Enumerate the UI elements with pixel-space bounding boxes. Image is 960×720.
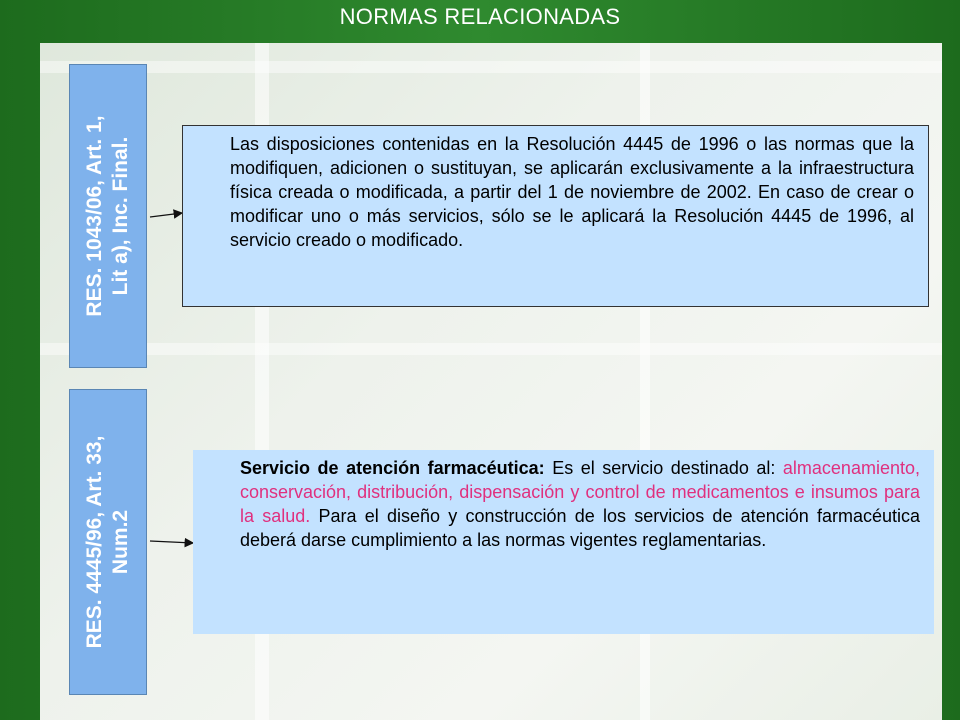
text-box-res-1043 [182,125,929,307]
box2-bold-term: Servicio de atención farmacéutica: [240,458,545,478]
box1-text: Las disposiciones contenidas en la Resolución 4445 de 1996 o las normas que la modifiquen, adicionen o sustituyan, se aplicarán exclusivamente a la infraestructura física creada o modificada, a partir del 1 de noviembre de 2002. En caso de crear o modificar uno o más servicios, sólo se le aplicará la Resolución 4445 de 1996, al servicio creado o modificado. [230,134,914,250]
label-res-4445-text: RES. 4445/96, Art. 33, Num.2 [83,435,132,649]
box2-highlight: almacenamiento, conservación, distribución, dispensación y control de medicamentos e insumos para la salud. [240,458,920,526]
slide-title: NORMAS RELACIONADAS [339,4,621,29]
arrow-1 [150,213,182,217]
box2-rest: Para el diseño y construcción de los servicios de atención farmacéutica deberá darse cumplimiento a las normas vigentes reglamentarias. [240,506,920,550]
text-box-res-4445 [193,450,934,634]
box2-intro: Es el servicio destinado al: [544,458,783,478]
arrow-2 [150,541,193,543]
label-res-1043-text: RES. 1043/06, Art. 1, Lit a), Inc. Final. [83,115,132,317]
